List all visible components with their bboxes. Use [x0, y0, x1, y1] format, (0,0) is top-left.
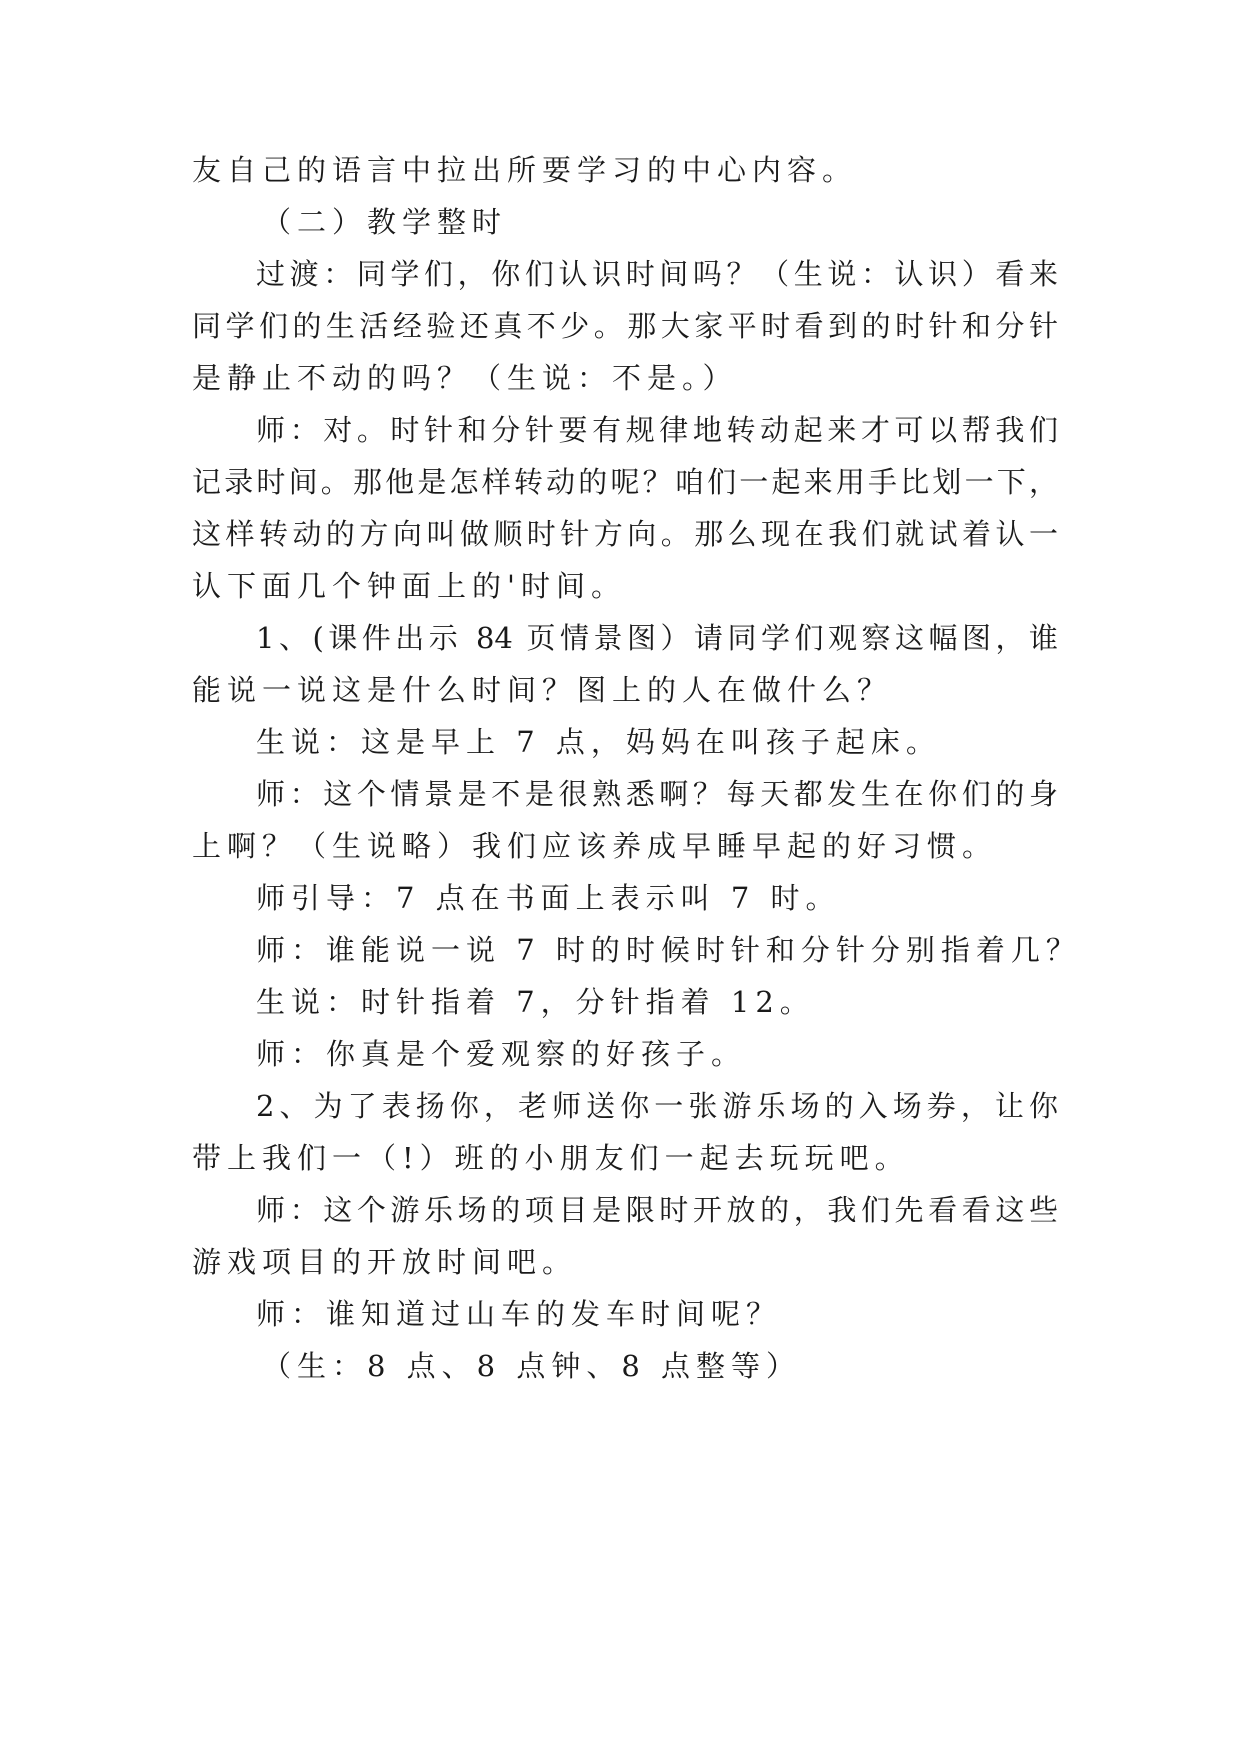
paragraph-line: 认下面几个钟面上的'时间。	[192, 569, 626, 603]
paragraph-line: 是静止不动的吗？（生说：不是。）	[192, 361, 738, 395]
paragraph-line: 游戏项目的开放时间吧。	[192, 1245, 578, 1279]
paragraph-line: 1、(课件出示 84 页情景图）请同学们观察这幅图，谁	[256, 621, 1058, 655]
paragraph-line: 过渡：同学们，你们认识时间吗？（生说：认识）看来	[256, 257, 1058, 291]
paragraph-line: 友自己的语言中拉出所要学习的中心内容。	[192, 153, 858, 187]
section-heading: （二）教学整时	[262, 205, 508, 239]
paragraph-line: 生说：时针指着 7，分针指着 12。	[256, 985, 815, 1019]
paragraph-line: 师引导：7 点在书面上表示叫 7 时。	[256, 881, 841, 915]
paragraph-line: 同学们的生活经验还真不少。那大家平时看到的时针和分针	[192, 309, 1058, 343]
paragraph-line: 带上我们一（!）班的小朋友们一起去玩玩吧。	[192, 1141, 910, 1175]
paragraph-line: 2、为了表扬你，老师送你一张游乐场的入场券，让你	[256, 1089, 1058, 1123]
paragraph-line: 师：谁知道过山车的发车时间呢？	[256, 1297, 782, 1331]
paragraph-line: 记录时间。那他是怎样转动的呢？咱们一起来用手比划一下，	[192, 465, 1058, 499]
paragraph-line: （生：8 点、8 点钟、8 点整等）	[262, 1349, 802, 1383]
paragraph-line: 师：谁能说一说 7 时的时候时针和分针分别指着几？	[256, 933, 1081, 967]
paragraph-line: 这样转动的方向叫做顺时针方向。那么现在我们就试着认一	[192, 517, 1058, 551]
paragraph-line: 上啊？（生说略）我们应该养成早睡早起的好习惯。	[192, 829, 998, 863]
paragraph-line: 师：对。时针和分针要有规律地转动起来才可以帮我们	[256, 413, 1058, 447]
paragraph-line: 生说：这是早上 7 点，妈妈在叫孩子起床。	[256, 725, 941, 759]
paragraph-line: 师：你真是个爱观察的好孩子。	[256, 1037, 747, 1071]
paragraph-line: 师：这个游乐场的项目是限时开放的，我们先看看这些	[256, 1193, 1058, 1227]
paragraph-line: 师：这个情景是不是很熟悉啊？每天都发生在你们的身	[256, 777, 1058, 811]
paragraph-line: 能说一说这是什么时间？图上的人在做什么？	[192, 673, 893, 707]
